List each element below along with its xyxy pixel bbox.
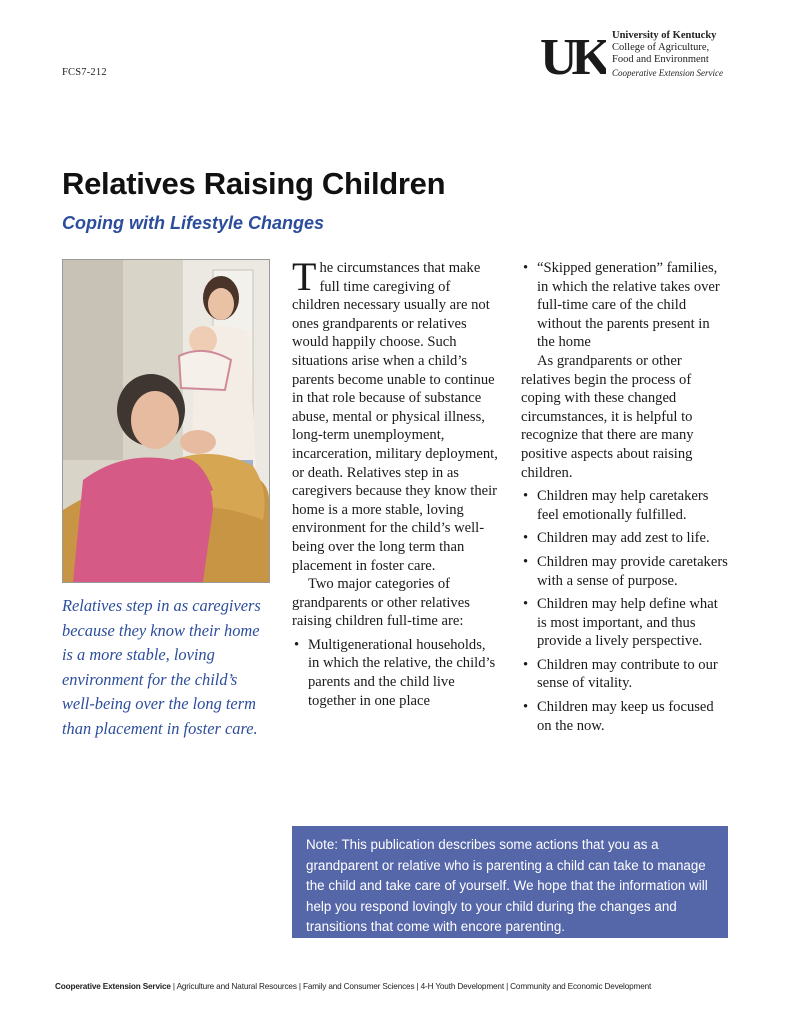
page-subtitle: Coping with Lifestyle Changes [62,213,325,233]
college-line-1: College of Agriculture, [612,42,710,53]
drop-cap: T [292,254,317,299]
footer [55,982,755,991]
document-number: FCS7-212 [62,67,107,78]
bullet-icon: • [523,596,529,613]
extension-service: Cooperative Extension Service [612,68,723,78]
list-item: • Children may help define what is most important, and thus provide a lively perspective. [523,596,718,650]
positive-aspects-list [521,487,731,735]
list-item: • “Skipped generation” families, in which the relative takes over full-time care of the child without the parents present in the home [523,260,720,351]
bullet-icon: • [294,636,300,653]
list-item: • Children may provide caretakers with a sense of purpose. [523,553,728,589]
positive-aspects-paragraph: As grandparents or other relatives begin the process of coping with these changed circumstances, it is helpful to recognize that there are many positive aspects about raising children. [521,352,694,481]
bullet-icon: • [523,488,529,505]
footer-separator: | [172,982,175,991]
university-block [612,30,723,79]
categories-list [292,636,500,710]
bullet-icon: • [523,530,529,547]
bullet-icon: • [523,260,529,276]
list-item: • Children may add zest to life. [523,530,710,547]
intro-text: he circumstances that make full time caregiving of children necessary usually are not ones grandparents or relatives would happily choose. Such situations arise when a child’s parents become unable to continue in that role because of substance abuse, mental or physical illness, long-term unemployment, incarceration, military deployment, or death. Relatives step in as caregivers because they know their home is a more stable, loving environment for the child’s well-being over the long term than placement in foster care. [292,260,498,574]
bullet-icon: • [523,656,529,673]
publication-note: Note: This publication describes some actions that you as a grandparent or relative who is parenting a child can take to manage the child and take care of yourself. We hope that the information will help you respond lovingly to your child during the changes and transitions that come with encore parenting. [292,826,728,938]
uk-logo [540,30,606,78]
categories-paragraph: Two major categories of grandparents or other relatives raising children full-time are: [292,576,470,630]
footer-programs: Agriculture and Natural Resources | Family and Consumer Sciences | 4-H Youth Development | Community and Economic Development [176,982,652,991]
university-name: University of Kentucky [612,30,717,41]
list-item: • Children may keep us focused on the now. [523,699,714,734]
intro-paragraph [292,254,500,575]
bullet-icon: • [523,699,529,716]
page-title: Relatives Raising Children [62,166,446,201]
footer-service: Cooperative Extension Service [55,982,171,991]
categories-list-continued [521,259,731,352]
uk-logo-letters: UK [540,30,606,78]
pull-quote: Relatives step in as caregivers because they know their home is a more stable, loving environment for the child’s well-being over the long term than placement in foster care. [62,596,261,738]
cover-photo [62,259,270,583]
body-column-1 [292,254,500,710]
list-item: • Multigenerational households, in which the relative, the child’s parents and the child live together in one place [294,636,496,709]
bullet-icon: • [523,553,529,570]
college-line-2: Food and Environment [612,54,709,65]
list-item: • Children may help caretakers feel emotionally fulfilled. [523,488,709,523]
family-illustration [63,260,269,582]
list-item: • Children may contribute to our sense of vitality. [523,656,718,692]
body-column-2 [521,259,731,735]
